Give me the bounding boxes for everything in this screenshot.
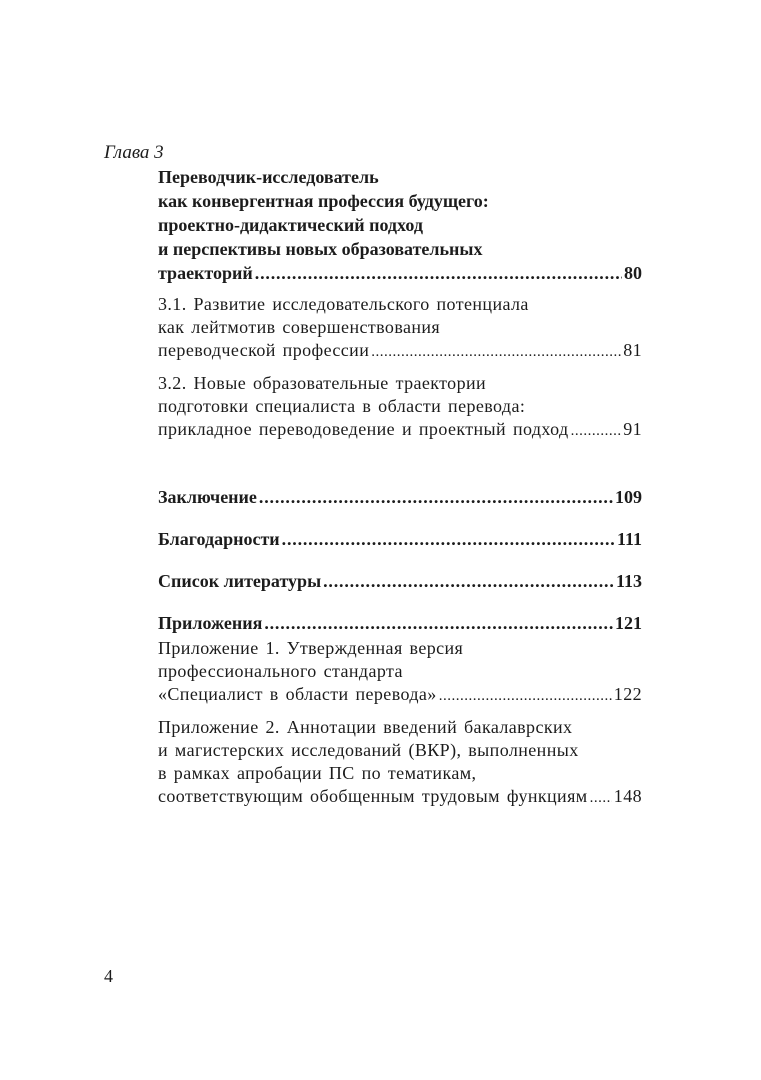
chapter-title-line: проектно-дидактический подход: [158, 215, 423, 235]
appendix-title-line: «Специалист в области перевода»: [158, 684, 437, 704]
dot-leader: [264, 611, 613, 635]
toc-entry-appendices[interactable]: [158, 611, 642, 635]
chapter-title-line: Переводчик-исследователь: [158, 167, 379, 187]
dot-leader: [323, 569, 614, 593]
page-ref: 121: [615, 613, 642, 633]
chapter-title-line: траекторий: [158, 263, 253, 283]
section-title-line: 3.2. Новые образовательные траектории: [158, 373, 487, 393]
page-ref: 113: [615, 571, 642, 591]
dot-leader: [590, 787, 612, 810]
page-ref: 81: [623, 340, 642, 360]
entry-title: Заключение: [158, 487, 257, 507]
section-title-line: 3.1. Развитие исследовательского потенциала: [158, 294, 529, 314]
page-ref: 148: [613, 786, 642, 806]
page-ref: 122: [613, 684, 642, 704]
toc-entry-references[interactable]: [158, 569, 642, 593]
appendix-title-line: Приложение 1. Утвержденная версия: [158, 638, 464, 658]
toc-entry-conclusion[interactable]: [158, 485, 642, 509]
appendix-title-line: Приложение 2. Аннотации введений бакалаврских: [158, 717, 573, 737]
entry-title: Приложения: [158, 613, 263, 633]
appendix-title-line: и магистерских исследований (ВКР), выполненных: [158, 740, 579, 760]
appendix-title-line: профессионального стандарта: [158, 661, 403, 681]
toc-entry-acknowledgements[interactable]: [158, 527, 642, 551]
page-ref: 91: [623, 419, 642, 439]
page-ref: 80: [624, 263, 642, 283]
toc-entry-appendix-1[interactable]: [158, 637, 642, 708]
dot-leader: [571, 420, 622, 443]
chapter-label: Глава 3: [104, 142, 164, 163]
section-title-line: как лейтмотив совершенствования: [158, 317, 441, 337]
section-title-line: прикладное переводоведение и проектный подход: [158, 419, 569, 439]
toc-entry-appendix-2[interactable]: [158, 716, 642, 810]
page-ref: 109: [615, 487, 642, 507]
dot-leader: [439, 685, 612, 708]
dot-leader: [282, 527, 615, 551]
appendix-title-line: в рамках апробации ПС по тематикам,: [158, 763, 477, 783]
table-of-contents: [158, 165, 642, 810]
dot-leader: [255, 261, 622, 285]
appendix-title-line: соответствующим обобщенным трудовым функциям: [158, 786, 588, 806]
dot-leader: [371, 341, 621, 364]
page-ref: 111: [616, 529, 642, 549]
dot-leader: [259, 485, 613, 509]
chapter-title-line: как конвергентная профессия будущего:: [158, 191, 489, 211]
chapter-title-line: и перспективы новых образовательных: [158, 239, 483, 259]
toc-entry-section-3-2[interactable]: [158, 372, 642, 443]
entry-title: Список литературы: [158, 571, 322, 591]
entry-title: Благодарности: [158, 529, 280, 549]
toc-entry-section-3-1[interactable]: [158, 293, 642, 364]
section-title-line: переводческой профессии: [158, 340, 370, 360]
toc-entry-chapter-3[interactable]: [158, 165, 642, 285]
section-title-line: подготовки специалиста в области перевода:: [158, 396, 526, 416]
page-number: 4: [104, 966, 113, 986]
